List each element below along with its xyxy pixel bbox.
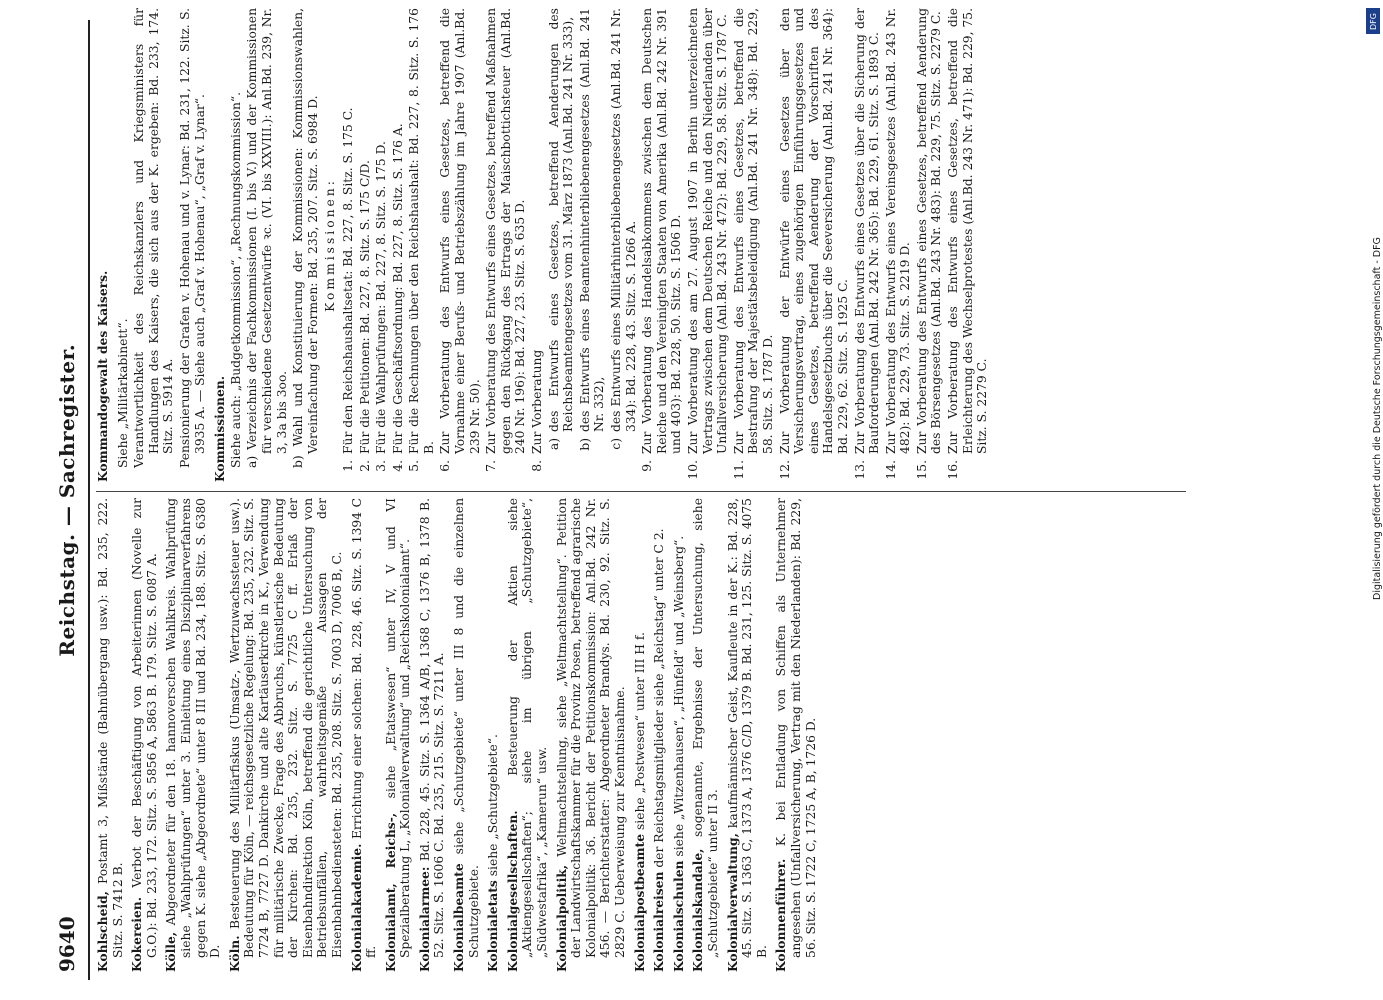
dfg-logo: DFG [1366,8,1380,34]
right-column [96,8,992,482]
entry-text: Verbot der Beschäftigung von Arbeiterinnen (Novelle zur G.O.): Bd. 233, 172. Sitz. S. 5856 A, 5863 B. 179. Sitz. S. 6087 A. [130,498,159,958]
item-text: Zur Vorberatung des Entwurfs eines Gesetzes, betreffend die Vornahme einer Berufs- und Betriebszählung im Jahre 1907 (Anl.Bd. 239 Nr. 50). [438,8,482,454]
item-text: Zur Vorberatung des am 27. August 1907 in Berlin unterzeichneten Vertrags zwischen dem Deutschen Reiche und den Niederlanden über Unfallversicherung (Anl.Bd. 243 Nr. 472): Bd. 229, 58. Sitz. S. 1787 C. [685,8,730,454]
item-number: 3. [374,460,389,472]
entry-headword: Kolonialakademie. [348,843,364,972]
commission-item [547,8,576,460]
entry-headword: Kolonialgesellschaften. [504,810,520,972]
item-text: Zur Vorberatung des Entwurfs eines Gesetzes, betreffend die Bestrafung der Majestätsbeleidigung (Anl.Bd. 241 Nr. 348): Bd. 229, 58. Sitz. S. 1787 D. [731,8,775,454]
index-entry [96,498,125,972]
item-number: 12. [777,460,792,480]
entry-text: siehe „Schutzgebiete“ unter III 8 und die einzelnen Schutzgebiete. [452,498,481,958]
item-text: Für die Geschäftsordnung: Bd. 227, 8. Sitz. S. 176 A. [390,123,405,454]
commission-item [438,8,482,482]
entry-headword: Kommissionen. [212,375,228,482]
index-entry [486,498,501,972]
item-number: 9. [640,460,655,472]
entry-text: Weltmachtstellung, siehe „Weltmachtstellung“. Petition der Landwirtschaftskammer für die Provinz Posen, betreffend agrarische Kolonialpolitik: 36. Bericht der Petitionskommission: Anl.Bd. 242 Nr. 456. — Berichterstatter: Abgeordneter Brandys. Bd. 230, 92. Sitz. S. 2829 C. Ueberweisung zur Kenntnisnahme. [554,498,627,958]
entry-headword: Kolonialbeamte [451,863,467,972]
index-entry [130,498,159,972]
entry-headword: Kolonialetats [485,880,501,972]
item-number: 10. [685,460,700,480]
item-text: des Entwurfs eines Militärhinterbliebenengesetzes (Anl.Bd. 241 Nr. 334): Bd. 228, 43. Sitz. S. 1266 A. [609,8,638,432]
index-entry [452,498,481,972]
commission-item [884,8,913,482]
index-entry [228,498,345,972]
item-number: 4. [390,460,405,472]
index-entry [384,498,413,972]
entry-text: siehe „Etatswesen“ unter IV, V und VI Spezialberatung L, „Kolonialverwaltung“ und „Reichskolonialamt“. [383,498,413,958]
subheading: Kommissionen: [323,178,338,312]
item-number: 8. [530,460,545,472]
commission-item [358,8,373,482]
commission-item [732,8,776,482]
commission-item [686,8,730,482]
index-entry [506,498,550,972]
page-number: 9640 [55,916,79,972]
entry-headword: Kokereien. [129,897,145,972]
commission-list [341,8,990,482]
index-entry [418,498,447,972]
commission-item [374,8,389,482]
item-number: 5. [407,460,422,472]
entry-text: Besteuerung der Aktien siehe „Aktiengesellschaften“; siehe im übrigen „Schutzgebiete“, „Südwestafrika“, „Kamerun“ usw. [505,498,550,958]
entry-line: b) Wahl und Konstituierung der Kommissionen: Kommissionswahlen, Vereinfachung der Formen: Bd. 235, 207. Sitz. S. 6984 D. [291,8,320,468]
entry-text: Abgeordneter für den 18. hannoverschen Wahlkreis. Wahlprüfung siehe „Wahlprüfungen“ unter 3. Einleitung eines Disziplinarverfahrens gegen K. siehe „Abgeordnete“ unter 8 III und Bd. 234, 188. Sitz. S. 6380 D. [164,498,223,958]
entry-headword: Kolonialpostbeamte [631,833,647,972]
index-entry [633,498,648,972]
index-entry [350,498,379,972]
item-number: 1. [340,460,355,472]
commission-item [578,8,607,460]
item-number: c) [609,438,623,450]
item-number: 2. [357,460,372,472]
entry-headword: Köln. [226,935,242,972]
page-title: Reichstag. — Sachregister. [55,343,79,657]
commission-item [407,8,436,482]
index-entry [726,498,770,972]
entry-text: der Reichstagsmitglieder siehe „Reichstag“ unter C 2. [652,528,667,872]
entry-headword: Kolonialamt, Reichs-, [382,812,398,972]
commission-item [609,8,638,460]
item-text: Zur Vorberatung der Entwürfe eines Gesetzes über den Versicherungsvertrag, eines zugehörigen Einführungsgesetzes und eines Gesetzes, betreffend Aenderung der Vorschriften des Handelsgesetzbuchs über die Seeversicherung (Anl.Bd. 241 Nr. 364): Bd. 229, 62. Sitz. S. 1925 C. [777,8,850,454]
entry-text: K. bei Entladung von Schiffen als Unternehmer angesehen (Unfallversicherung, Vertrag mit den Niederlanden): Bd. 229, 56. Sitz. S. 1722 C, 1725 A, B, 1726 D. [774,498,818,958]
item-text: Zur Vorberatung des Entwurfs eines Gesetzes, betreffend die Erleichterung des Wechselprotestes (Anl.Bd. 243 Nr. 471): Bd. 229, 75. Sitz. S. 2279 C. [946,8,990,454]
index-entry [672,498,687,972]
header-rule [88,20,90,980]
entry-text: Postamt 3, Mißstände (Bahnübergang usw.): Bd. 235, 222. Sitz. S. 7412 B. [96,498,125,958]
item-text: Für die Wahlprüfungen: Bd. 227, 8. Sitz. S. 175 D. [374,141,389,454]
item-text: Zur Vorberatung [530,349,545,454]
entry-headword: Kölle, [163,931,179,972]
entry-text: kaufmännischer Geist, Kaufleute in der K.: Bd. 228, 45. Sitz. S. 1363 C, 1373 A, 1376 C/D, 1379 B. Bd. 231, 125. Sitz. S. 4075 B. [725,498,769,958]
entry-line: Pensionierung der Grafen v. Hohenau und v. Lynar: Bd. 231, 122. Sitz. S. 3935 A. — Siehe auch „Graf v. Hohenau“, „Graf v. Lynar“. [177,8,207,468]
entry-line: Siehe auch: „Budgetkommission“, „Rechnungskommission“. [228,91,243,468]
entry-line: Siehe „Militärkabinett“. [115,318,130,468]
entry-headword: Kolonialpolitik, [553,864,569,972]
entry-kommandogewalt [96,8,111,482]
item-text: des Entwurfs eines Gesetzes, betreffend Aenderungen des Reichsbeamtengesetzes vom 31. März 1873 (Anl.Bd. 241 Nr. 333), [546,8,576,432]
entry-headword: Kohlscheid, [95,891,110,972]
commission-item [853,8,882,482]
item-text: des Entwurfs eines Beamtenhinterbliebenengesetzes (Anl.Bd. 241 Nr. 332), [577,8,607,432]
page-header [52,24,82,972]
column-divider [96,491,1186,492]
item-number: 7. [484,460,499,472]
credit-text: Digitalisierung gefördert durch die Deutsche Forschungsgemeinschaft - DFG [1372,237,1383,600]
item-text: Zur Vorberatung des Entwurfs eines Gesetzes, betreffend Aenderung des Börsengesetzes (Anl.Bd. 243 Nr. 483): Bd. 229, 75. Sitz. S. 2279 C. [914,8,944,454]
entry-headword: Kolonnenführer. [773,858,789,972]
entry-headword: Kolonialschulen [670,860,686,972]
entry-line: a) Verzeichnis der Fachkommissionen (I. bis V.) und der Kommissionen für verschiedene Gesetzentwürfe ꝛc. (VI. bis XXVIII.): Anl.Bd. 239, Nr. 3, 3a bis 3oo. [245,8,289,468]
entry-headword: Kolonialskandale, [690,848,706,972]
entry-headword: Kolonialreisen [651,871,667,972]
commission-item [778,8,851,482]
commission-item [484,8,528,482]
entry-text: siehe „Witzenhausen“, „Hünfeld“ und „Weinsberg“. [671,535,686,861]
entry-headword: Kommandogewalt des Kaisers. [95,270,110,482]
item-text: Zur Vorberatung des Handelsabkommens zwischen dem Deutschen Reiche und den Vereinigten Staaten von Amerika (Anl.Bd. 242 Nr. 391 und 403): Bd. 228, 50. Sitz. S. 1506 D. [640,8,684,454]
index-entry [774,498,818,972]
entry-text: Bd. 228, 45. Sitz. S. 1364 A/B, 1368 C, 1376 B, 1378 B. 52. Sitz. S. 1606 C. Bd. 235, 215. Sitz. S. 7211 A. [417,498,447,958]
left-column [96,498,823,972]
commission-item [640,8,684,482]
item-text: Für den Reichshaushaltsetat: Bd. 227, 8. Sitz. S. 175 C. [340,107,355,454]
item-number: 16. [946,460,961,480]
item-text: Zur Vorberatung des Entwurfs eines Gesetzes, betreffend Maßnahmen gegen den Rückgang des Ertrags der Maischbottichsteuer (Anl.Bd. 240 Nr. 196): Bd. 227, 23. Sitz. S. 635 D. [484,8,528,454]
item-number: 13. [852,460,867,480]
item-text: Zur Vorberatung des Entwurfs eines Vereinsgesetzes (Anl.Bd. 243 Nr. 482): Bd. 229, 73. Sitz. S. 2219 D. [883,8,913,454]
commission-item [341,8,356,482]
index-entry [691,498,720,972]
entry-text: sogenannte, Ergebnisse der Untersuchung, siehe „Schutzgebiete“ unter II 3. [691,498,720,958]
item-number: 14. [883,460,898,480]
item-number: b) [577,438,592,451]
commission-item [391,8,406,482]
index-entry [652,498,667,972]
entry-headword: Kolonialverwaltung, [724,833,740,972]
entry-line: Verantwortlichkeit des Reichskanzlers und Kriegsministers für Handlungen des Kaisers, die sich aus der K. ergeben: Bd. 233, 174. Sitz. S. 5914 A. [132,8,176,468]
item-text: Für die Rechnungen über den Reichshaushalt: Bd. 227, 8. Sitz. S. 176 B. [407,8,436,454]
entry-text: siehe „Schutzgebiete“. [486,734,501,881]
commission-item [915,8,944,482]
item-text: Für die Petitionen: Bd. 227, 8. Sitz. S. 175 C/D. [357,160,372,454]
item-text: Zur Vorberatung des Entwurfs eines Gesetzes über die Sicherung der Bauforderungen (Anl.Bd. 242 Nr. 365): Bd. 229, 61. Sitz. S. 1893 C. [852,8,882,454]
commission-item [530,8,545,482]
entry-kommissionen [213,8,228,482]
commission-item [946,8,990,482]
entry-text: siehe „Postwesen“ unter III H f. [632,632,647,834]
entry-text: Besteuerung des Militärfiskus (Umsatz-, Wertzuwachssteuer usw.). Bedeutung für Köln, — reichsgesetzliche Regelung: Bd. 235, 232. Sitz. S. 7724 B, 7727 D. Dankirche und alte Kartäuserkirche in K., Verwendung für militärische Zwecke, Frage des Abbruchs, künstlerische Bedeutung der Kirchen: Bd. 235, 232. Sitz. S. 7725 C ff. Erlaß der Eisenbahndirektion Köln, betreffend die gerichtliche Untersuchung von Betriebsunfällen, wahrheitsgemäße Aussagen der Eisenbahnbediensteten: Bd. 235, 208. Sitz. S. 7003 D, 7006 B, C. [227,498,344,958]
item-number: 15. [914,460,929,480]
item-number: 11. [731,460,746,480]
index-entry [555,498,628,972]
item-number: 6. [438,460,453,472]
item-number: a) [546,438,561,451]
entry-text: Errichtung einer solchen: Bd. 228, 46. Sitz. S. 1394 C ff. [349,498,379,958]
index-entry [164,498,222,972]
entry-headword: Kolonialarmee: [416,866,432,972]
